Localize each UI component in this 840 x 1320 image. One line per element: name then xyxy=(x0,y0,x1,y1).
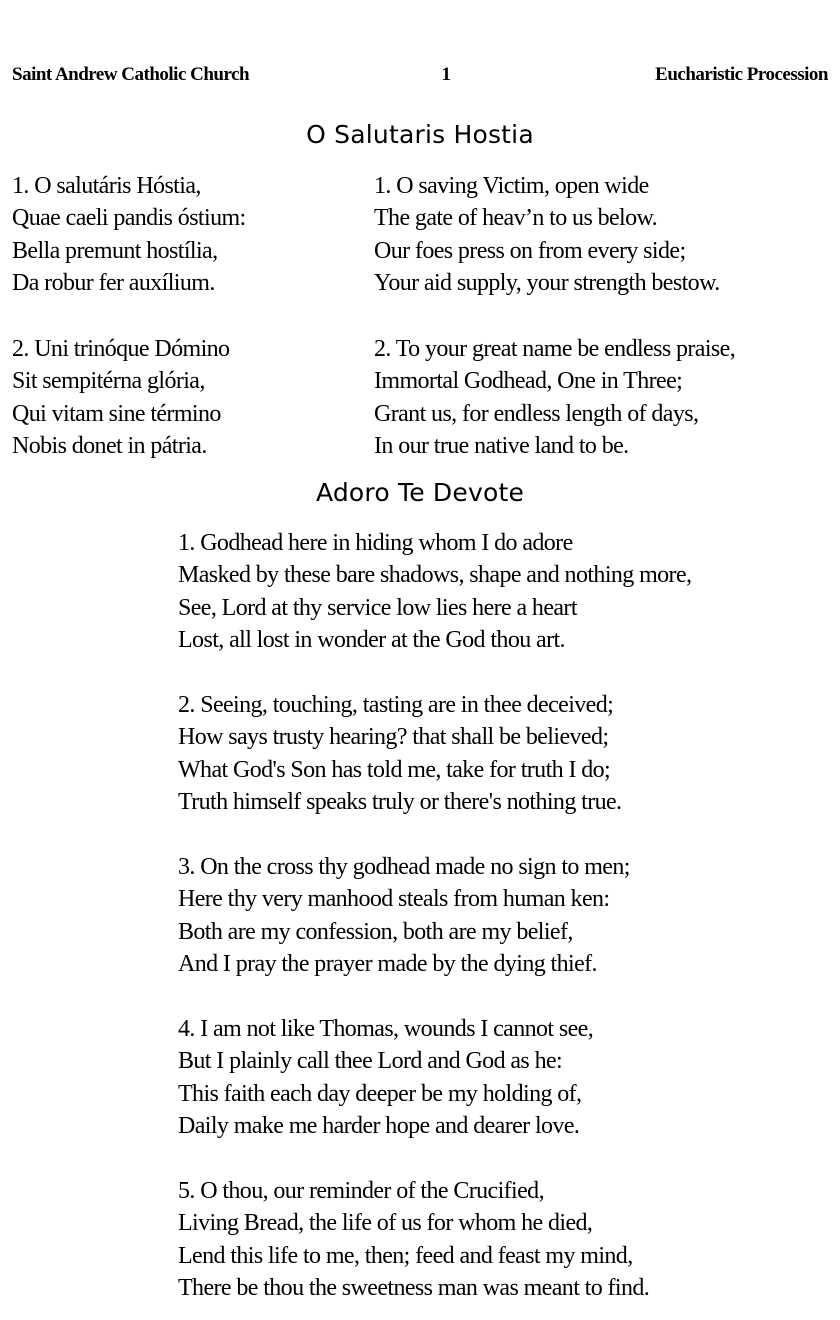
adoro-verse-5 xyxy=(178,1175,649,1305)
salutaris-latin-verse-2 xyxy=(12,333,229,463)
verse-line: 4. I am not like Thomas, wounds I cannot see, xyxy=(178,1016,594,1042)
verse-line: Your aid supply, your strength bestow. xyxy=(374,270,720,297)
verse-line: Our foes press on from every side; xyxy=(374,237,686,264)
verse-line: Da robur fer auxílium. xyxy=(12,270,215,297)
verse-line: There be thou the sweetness man was meant to find. xyxy=(178,1275,650,1302)
verse-line: Daily make me harder hope and dearer love. xyxy=(178,1113,580,1140)
verse-line: Here thy very manhood steals from human ken: xyxy=(178,886,610,913)
salutaris-english-verse-1 xyxy=(374,170,720,300)
verse-line: 1. O saving Victim, open wide xyxy=(374,173,649,199)
verse-line: Lend this life to me, then; feed and feast my mind, xyxy=(178,1242,633,1269)
salutaris-latin-verse-1 xyxy=(12,170,246,300)
adoro-verse-4 xyxy=(178,1013,593,1143)
verse-line: Grant us, for endless length of days, xyxy=(374,400,699,427)
verse-line: 1. O salutáris Hóstia, xyxy=(12,173,201,199)
verse-line: The gate of heav’n to us below. xyxy=(374,205,658,232)
header-church-name: Saint Andrew Catholic Church xyxy=(12,64,250,85)
header-event-name: Eucharistic Procession xyxy=(655,64,828,85)
verse-line: But I plainly call thee Lord and God as he: xyxy=(178,1048,563,1075)
verse-line: Living Bread, the life of us for whom he died, xyxy=(178,1210,593,1237)
verse-line: 3. On the cross thy godhead made no sign to men; xyxy=(178,854,630,880)
verse-line: Quae caeli pandis óstium: xyxy=(12,205,246,232)
verse-line: What God's Son has told me, take for truth I do; xyxy=(178,756,611,783)
verse-line: And I pray the prayer made by the dying thief. xyxy=(178,951,597,978)
adoro-verse-3 xyxy=(178,851,630,981)
verse-line: Sit sempitérna glória, xyxy=(12,368,205,395)
verse-line: 1. Godhead here in hiding whom I do adore xyxy=(178,530,573,556)
verse-line: Bella premunt hostília, xyxy=(12,237,218,264)
verse-line: 2. Uni trinóque Dómino xyxy=(12,336,230,362)
verse-line: Lost, all lost in wonder at the God thou art. xyxy=(178,627,565,654)
adoro-verse-1 xyxy=(178,527,691,657)
verse-line: 2. To your great name be endless praise, xyxy=(374,336,736,362)
verse-line: Truth himself speaks truly or there's nothing true. xyxy=(178,789,622,816)
salutaris-title: O Salutaris Hostia xyxy=(306,120,534,149)
verse-line: Nobis donet in pátria. xyxy=(12,433,207,460)
verse-line: In our true native land to be. xyxy=(374,433,629,460)
verse-line: This faith each day deeper be my holding of, xyxy=(178,1080,582,1107)
verse-line: How says trusty hearing? that shall be believed; xyxy=(178,724,609,751)
verse-line: 2. Seeing, touching, tasting are in thee deceived; xyxy=(178,692,614,718)
verse-line: Masked by these bare shadows, shape and nothing more, xyxy=(178,562,692,589)
verse-line: 5. O thou, our reminder of the Crucified, xyxy=(178,1178,544,1204)
verse-line: Both are my confession, both are my belief, xyxy=(178,918,573,945)
salutaris-english-verse-2 xyxy=(374,333,735,463)
verse-line: Immortal Godhead, One in Three; xyxy=(374,368,683,395)
verse-line: See, Lord at thy service low lies here a heart xyxy=(178,594,577,621)
header-page-number: 1 xyxy=(441,64,451,85)
adoro-verse-2 xyxy=(178,689,621,819)
adoro-title: Adoro Te Devote xyxy=(315,478,525,507)
verse-line: Qui vitam sine término xyxy=(12,400,221,427)
page-header xyxy=(12,64,828,90)
